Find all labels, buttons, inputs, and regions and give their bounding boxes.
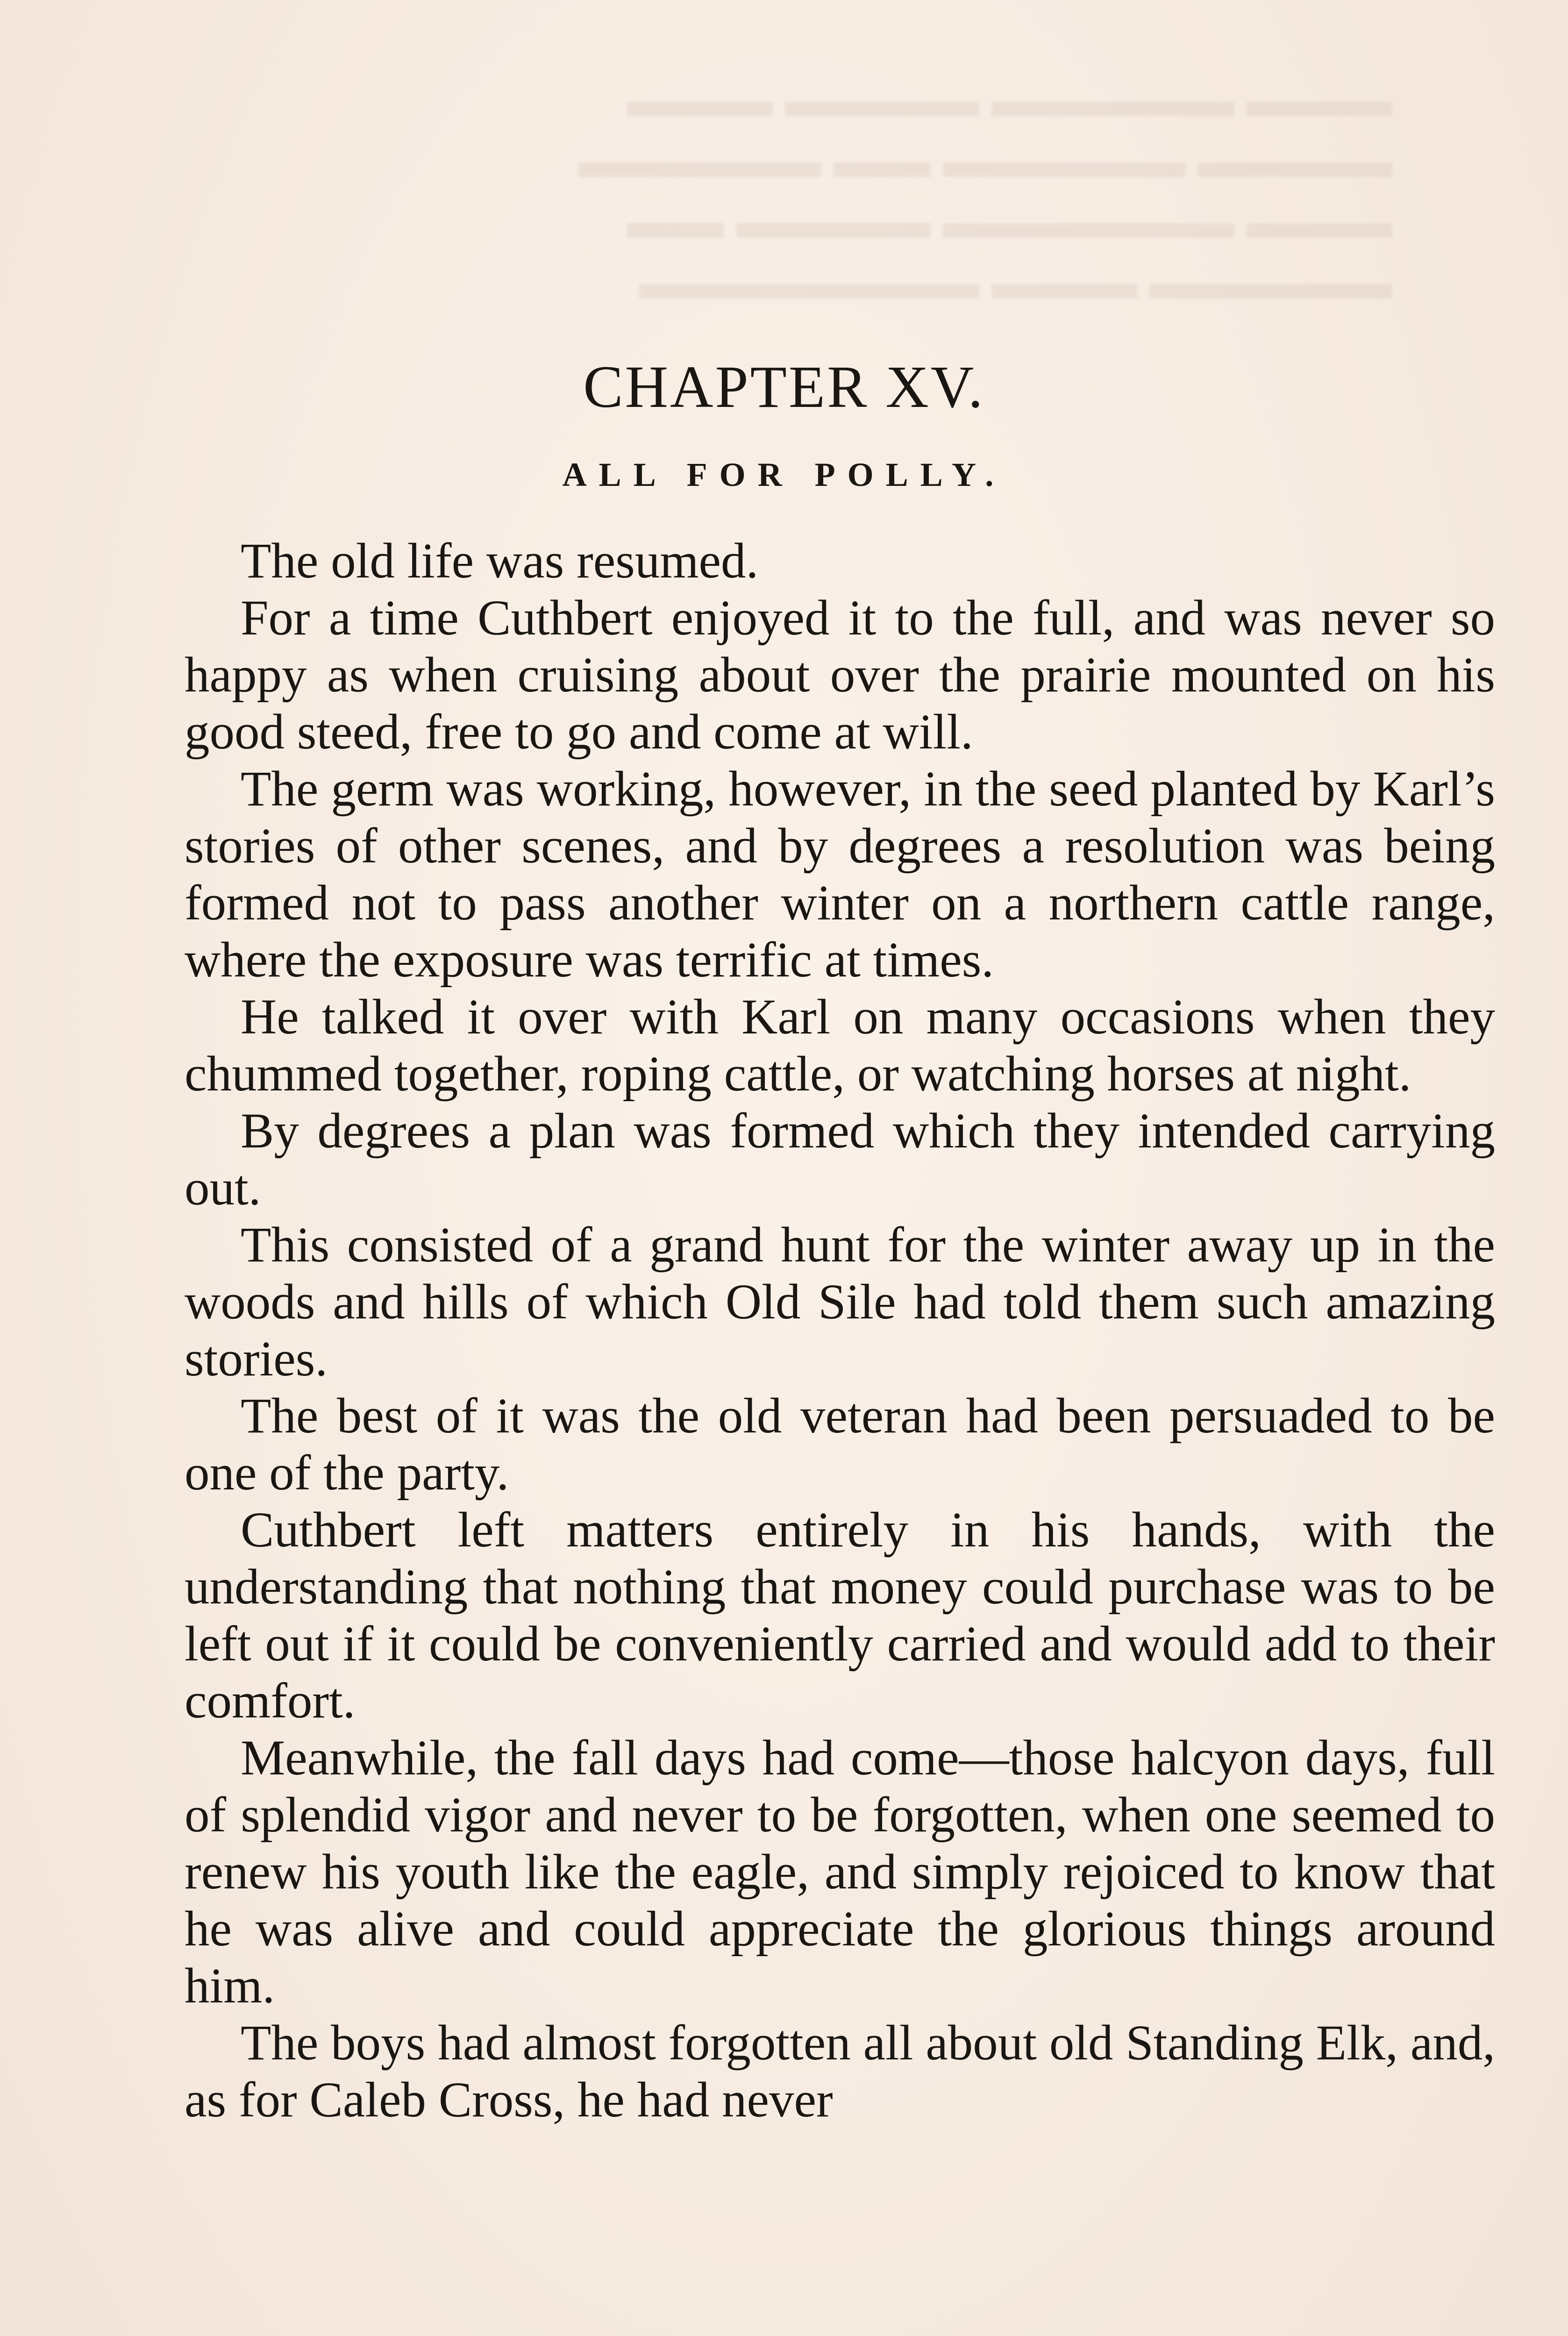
paragraph: Cuthbert left matters entirely in his hands, with the understanding that nothing that money could purchase was to be left out if it could be conveniently carried and would add to their comfort. xyxy=(185,1503,1495,1729)
paragraph: This consisted of a grand hunt for the winter away up in the woods and hills of which Old Sile had told them such amazing stories. xyxy=(185,1218,1495,1387)
paragraph: The best of it was the old veteran had been persuaded to be one of the party. xyxy=(185,1389,1495,1501)
chapter-subtitle: ALL FOR POLLY. xyxy=(562,456,1006,493)
paragraph: He talked it over with Karl on many occasions when they chummed together, roping cattle, or watching horses at night. xyxy=(185,990,1495,1102)
paragraph: The old life was resumed. xyxy=(241,534,759,589)
chapter-body xyxy=(185,533,1495,2129)
paragraph: By degrees a plan was formed which they intended carrying out. xyxy=(185,1104,1495,1216)
chapter-title: CHAPTER XV. xyxy=(583,354,985,420)
paragraph: For a time Cuthbert enjoyed it to the full, and was never so happy as when cruising about over the prairie mounted on his good steed, free to go and come at will. xyxy=(185,591,1495,760)
paragraph: Meanwhile, the fall days had come—those halcyon days, full of splendid vigor and never to be forgotten, when one seemed to renew his youth like the eagle, and simply rejoiced to know that he was alive and could appreciate the glorious things around him. xyxy=(185,1731,1495,2014)
paragraph: The germ was working, however, in the seed planted by Karl’s stories of other scenes, and by degrees a resolution was being formed not to pass another winter on a northern cattle range, where the exposure was terrific at times. xyxy=(185,762,1495,988)
show-through-texture: ▬▬▬ ▬▬▬▬▬ ▬▬▬▬ ▬▬▬ ▬▬▬▬ ▬▬▬▬▬ ▬▬ ▬▬▬▬▬ ▬▬▬ ▬▬▬▬▬▬ ▬▬▬▬ ▬▬ ▬▬▬▬▬ ▬▬▬ ▬▬▬▬▬▬▬ xyxy=(578,73,1392,309)
paragraph: The boys had almost forgotten all about old Standing Elk, and, as for Caleb Cross, he had never xyxy=(185,2016,1495,2128)
